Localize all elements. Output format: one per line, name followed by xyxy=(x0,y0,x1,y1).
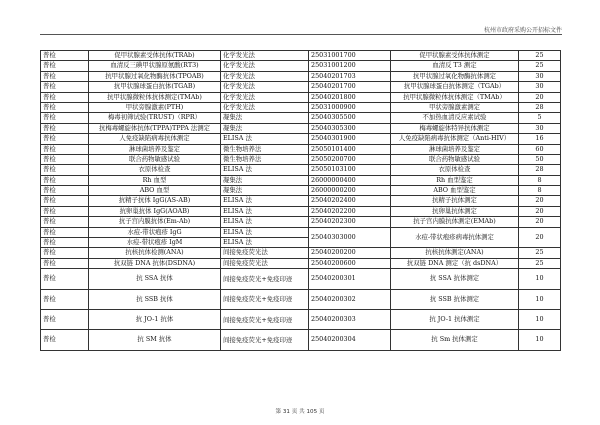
cell-price: 25 xyxy=(519,61,561,71)
cell-fee-description: 抗 SSA 抗体测定 xyxy=(391,269,519,289)
cell-price: 28 xyxy=(519,165,561,175)
cell-method: 化学发光法 xyxy=(221,82,309,92)
cell-price: 10 xyxy=(519,289,561,309)
table-row xyxy=(41,269,561,289)
cell-item-name: 促甲状腺素受体抗体(TRAb) xyxy=(89,51,221,61)
cell-category: 普检 xyxy=(41,248,89,258)
cell-fee-code: 25040301900 xyxy=(309,134,391,144)
cell-category: 普检 xyxy=(41,289,89,309)
cell-method: 间接免疫荧光法 xyxy=(221,258,309,268)
cell-category: 普检 xyxy=(41,154,89,164)
cell-fee-description: 抗子宫内膜抗体测定(EMAb) xyxy=(391,217,519,227)
cell-category: 普检 xyxy=(41,196,89,206)
cell-item-name: ABO 血型 xyxy=(89,186,221,196)
cell-method: 微生物培养法 xyxy=(221,144,309,154)
cell-method: 微生物培养法 xyxy=(221,154,309,164)
cell-category: 普检 xyxy=(41,92,89,102)
cell-method: ELISA 法 xyxy=(221,165,309,175)
cell-category: 普检 xyxy=(41,51,89,61)
cell-method: ELISA 法 xyxy=(221,206,309,216)
cell-fee-code: 25040200600 xyxy=(309,258,391,268)
cell-price: 25 xyxy=(519,258,561,268)
cell-method: 间接免疫荧光+免疫印迹 xyxy=(221,330,309,350)
cell-price: 10 xyxy=(519,309,561,329)
cell-category: 普检 xyxy=(41,113,89,123)
cell-method: ELISA 法 xyxy=(221,217,309,227)
table-row xyxy=(41,102,561,112)
cell-fee-code: 25040201700 xyxy=(309,82,391,92)
cell-price: 60 xyxy=(519,144,561,154)
page-footer: 第 31 页 共 105 页 xyxy=(275,409,325,415)
cell-fee-description: 抗双链 DNA 测定（抗 dsDNA） xyxy=(391,258,519,268)
cell-item-name: 淋球菌培养及鉴定 xyxy=(89,144,221,154)
cell-category: 普检 xyxy=(41,102,89,112)
cell-price: 28 xyxy=(519,102,561,112)
cell-fee-description: 联合药物敏感试验 xyxy=(391,154,519,164)
cell-fee-description: 淋球菌培养及鉴定 xyxy=(391,144,519,154)
cell-fee-description: 抗甲状腺球蛋白抗体测定（TGAb） xyxy=(391,82,519,92)
cell-category: 普检 xyxy=(41,269,89,289)
cell-fee-description: 抗 Sm 抗体测定 xyxy=(391,330,519,350)
cell-item-name: 人免疫缺陷病毒抗体测定 xyxy=(89,134,221,144)
cell-price: 20 xyxy=(519,196,561,206)
cell-price: 25 xyxy=(519,51,561,61)
cell-method: ELISA 法 xyxy=(221,227,309,237)
cell-item-name: 抗甲状腺过氧化物酶抗体(TPOAB) xyxy=(89,71,221,81)
cell-method: ELISA 法 xyxy=(221,238,309,248)
cell-category: 普检 xyxy=(41,71,89,81)
table-row xyxy=(41,206,561,216)
cell-method: 化学发光法 xyxy=(221,51,309,61)
cell-price: 8 xyxy=(519,175,561,185)
cell-fee-description: Rh 血型鉴定 xyxy=(391,175,519,185)
cell-price: 25 xyxy=(519,248,561,258)
cell-fee-description: 促甲状腺素受体抗体测定 xyxy=(391,51,519,61)
cell-category: 普检 xyxy=(41,206,89,216)
cell-fee-code: 25040200302 xyxy=(309,289,391,309)
cell-fee-code: 25040200303 xyxy=(309,309,391,329)
cell-fee-description: 不加热血清反应素试验 xyxy=(391,113,519,123)
cell-item-name: 血清反三碘甲状腺原氨酸(RT3) xyxy=(89,61,221,71)
cell-fee-description: 抗卵巢抗体测定 xyxy=(391,206,519,216)
table-row xyxy=(41,186,561,196)
cell-category: 普检 xyxy=(41,217,89,227)
cell-method: 凝集法 xyxy=(221,175,309,185)
cell-item-name: 抗双链 DNA 抗体(DSDNA) xyxy=(89,258,221,268)
cell-fee-description: 衣原体检查 xyxy=(391,165,519,175)
cell-method: 凝集法 xyxy=(221,113,309,123)
cell-fee-code: 25031000900 xyxy=(309,102,391,112)
cell-item-name: 联合药物敏感试验 xyxy=(89,154,221,164)
cell-fee-description: 抗甲状腺微粒体抗体测定（TMAb） xyxy=(391,92,519,102)
cell-price: 10 xyxy=(519,269,561,289)
table-row xyxy=(41,330,561,350)
table-row xyxy=(41,175,561,185)
cell-fee-code: 25050103100 xyxy=(309,165,391,175)
cell-category: 普检 xyxy=(41,186,89,196)
cell-item-name: 抗甲状腺微粒体抗体测定(TMAb) xyxy=(89,92,221,102)
cell-item-name: 抗精子抗体 IgG(AS-AB) xyxy=(89,196,221,206)
cell-fee-code: 25040202200 xyxy=(309,206,391,216)
cell-category: 普检 xyxy=(41,258,89,268)
cell-item-name: Rh 血型 xyxy=(89,175,221,185)
cell-fee-description: 梅毒螺旋体特异抗体测定 xyxy=(391,123,519,133)
cell-method: 化学发光法 xyxy=(221,71,309,81)
table-row xyxy=(41,289,561,309)
cell-item-name: 衣原体检查 xyxy=(89,165,221,175)
cell-method: 间接免疫荧光+免疫印迹 xyxy=(221,309,309,329)
cell-item-name: 水痘-带状疱疹 IgG xyxy=(89,227,221,237)
cell-method: 间接免疫荧光+免疫印迹 xyxy=(221,289,309,309)
cell-fee-code: 26000000400 xyxy=(309,175,391,185)
cell-category: 普检 xyxy=(41,330,89,350)
cell-item-name: 抗卵巢抗体 IgG(AOAB) xyxy=(89,206,221,216)
cell-fee-code: 25040202300 xyxy=(309,217,391,227)
cell-fee-code: 25031001700 xyxy=(309,51,391,61)
cell-price: 50 xyxy=(519,154,561,164)
cell-item-name: 抗梅毒螺旋体抗体(TPPA)TPPA 法测定 xyxy=(89,123,221,133)
page-header xyxy=(0,25,600,37)
fee-table xyxy=(40,50,561,351)
cell-item-name: 抗 SSB 抗体 xyxy=(89,289,221,309)
cell-category: 普检 xyxy=(41,61,89,71)
cell-method: 化学发光法 xyxy=(221,92,309,102)
table-row xyxy=(41,113,561,123)
cell-price: 20 xyxy=(519,92,561,102)
cell-method: 间接免疫荧光+免疫印迹 xyxy=(221,269,309,289)
cell-category: 普检 xyxy=(41,165,89,175)
cell-fee-code: 25040303000 xyxy=(309,227,391,248)
table-row xyxy=(41,309,561,329)
cell-fee-code: 25050200700 xyxy=(309,154,391,164)
table-row xyxy=(41,51,561,61)
cell-fee-description: 抗核抗体测定(ANA) xyxy=(391,248,519,258)
cell-fee-code: 25040202400 xyxy=(309,196,391,206)
cell-fee-description: 水痘-带状疱疹病毒抗体测定 xyxy=(391,227,519,248)
cell-category: 普检 xyxy=(41,134,89,144)
table-row xyxy=(41,134,561,144)
cell-item-name: 抗 SSA 抗体 xyxy=(89,269,221,289)
table-row xyxy=(41,71,561,81)
table-row xyxy=(41,144,561,154)
cell-item-name: 抗子宫内膜抗体(Em-Ab) xyxy=(89,217,221,227)
table-row xyxy=(41,154,561,164)
cell-fee-description: 血清反 T3 测定 xyxy=(391,61,519,71)
cell-category: 普检 xyxy=(41,309,89,329)
cell-item-name: 抗 JO-1 抗体 xyxy=(89,309,221,329)
cell-price: 30 xyxy=(519,71,561,81)
cell-fee-description: 抗甲状腺过氧化物酶抗体测定 xyxy=(391,71,519,81)
table-row xyxy=(41,165,561,175)
cell-price: 30 xyxy=(519,82,561,92)
cell-fee-code: 25040200304 xyxy=(309,330,391,350)
cell-fee-description: ABO 血型鉴定 xyxy=(391,186,519,196)
cell-method: 间接免疫荧光法 xyxy=(221,248,309,258)
cell-category: 普检 xyxy=(41,238,89,248)
cell-fee-description: 抗 JO-1 抗体测定 xyxy=(391,309,519,329)
cell-category: 普检 xyxy=(41,227,89,237)
cell-item-name: 水痘-带状疱疹 IgM xyxy=(89,238,221,248)
cell-price: 8 xyxy=(519,186,561,196)
cell-category: 普检 xyxy=(41,144,89,154)
cell-fee-code: 25040200301 xyxy=(309,269,391,289)
table-row xyxy=(41,217,561,227)
cell-price: 20 xyxy=(519,217,561,227)
cell-fee-code: 25040200200 xyxy=(309,248,391,258)
cell-price: 20 xyxy=(519,227,561,248)
cell-fee-description: 抗精子抗体测定 xyxy=(391,196,519,206)
cell-method: ELISA 法 xyxy=(221,134,309,144)
cell-item-name: 甲状旁腺激素(PTH) xyxy=(89,102,221,112)
cell-fee-code: 25050101400 xyxy=(309,144,391,154)
table-row xyxy=(41,248,561,258)
cell-method: ELISA 法 xyxy=(221,196,309,206)
header-rule xyxy=(40,34,562,35)
cell-category: 普检 xyxy=(41,82,89,92)
header-title: 杭州市政府采购公开招标文件 xyxy=(483,27,562,34)
cell-item-name: 抗甲状腺球蛋白抗体(TGAB) xyxy=(89,82,221,92)
cell-fee-code: 25031001200 xyxy=(309,61,391,71)
table-row xyxy=(41,123,561,133)
cell-fee-code: 25040305300 xyxy=(309,123,391,133)
cell-price: 16 xyxy=(519,134,561,144)
table-row xyxy=(41,227,561,237)
cell-fee-description: 抗 SSB 抗体测定 xyxy=(391,289,519,309)
cell-method: 化学发光法 xyxy=(221,102,309,112)
cell-category: 普检 xyxy=(41,175,89,185)
cell-fee-description: 甲状旁腺激素测定 xyxy=(391,102,519,112)
cell-method: 凝集法 xyxy=(221,123,309,133)
cell-fee-code: 25040201703 xyxy=(309,71,391,81)
table-row xyxy=(41,92,561,102)
cell-method: 凝集法 xyxy=(221,186,309,196)
table-row xyxy=(41,258,561,268)
cell-item-name: 梅毒初筛试验(TRUST)（RPR） xyxy=(89,113,221,123)
table-row xyxy=(41,196,561,206)
cell-item-name: 抗核抗体检测(ANA) xyxy=(89,248,221,258)
cell-category: 普检 xyxy=(41,123,89,133)
table-row xyxy=(41,61,561,71)
cell-fee-code: 26000000200 xyxy=(309,186,391,196)
cell-fee-code: 25040305500 xyxy=(309,113,391,123)
cell-fee-description: 人免疫缺陷病毒抗体测定（Anti-HIV） xyxy=(391,134,519,144)
cell-method: 化学发光法 xyxy=(221,61,309,71)
cell-price: 30 xyxy=(519,123,561,133)
cell-price: 20 xyxy=(519,206,561,216)
cell-price: 10 xyxy=(519,330,561,350)
table-row xyxy=(41,82,561,92)
cell-item-name: 抗 SM 抗体 xyxy=(89,330,221,350)
cell-price: 5 xyxy=(519,113,561,123)
cell-fee-code: 25040201800 xyxy=(309,92,391,102)
